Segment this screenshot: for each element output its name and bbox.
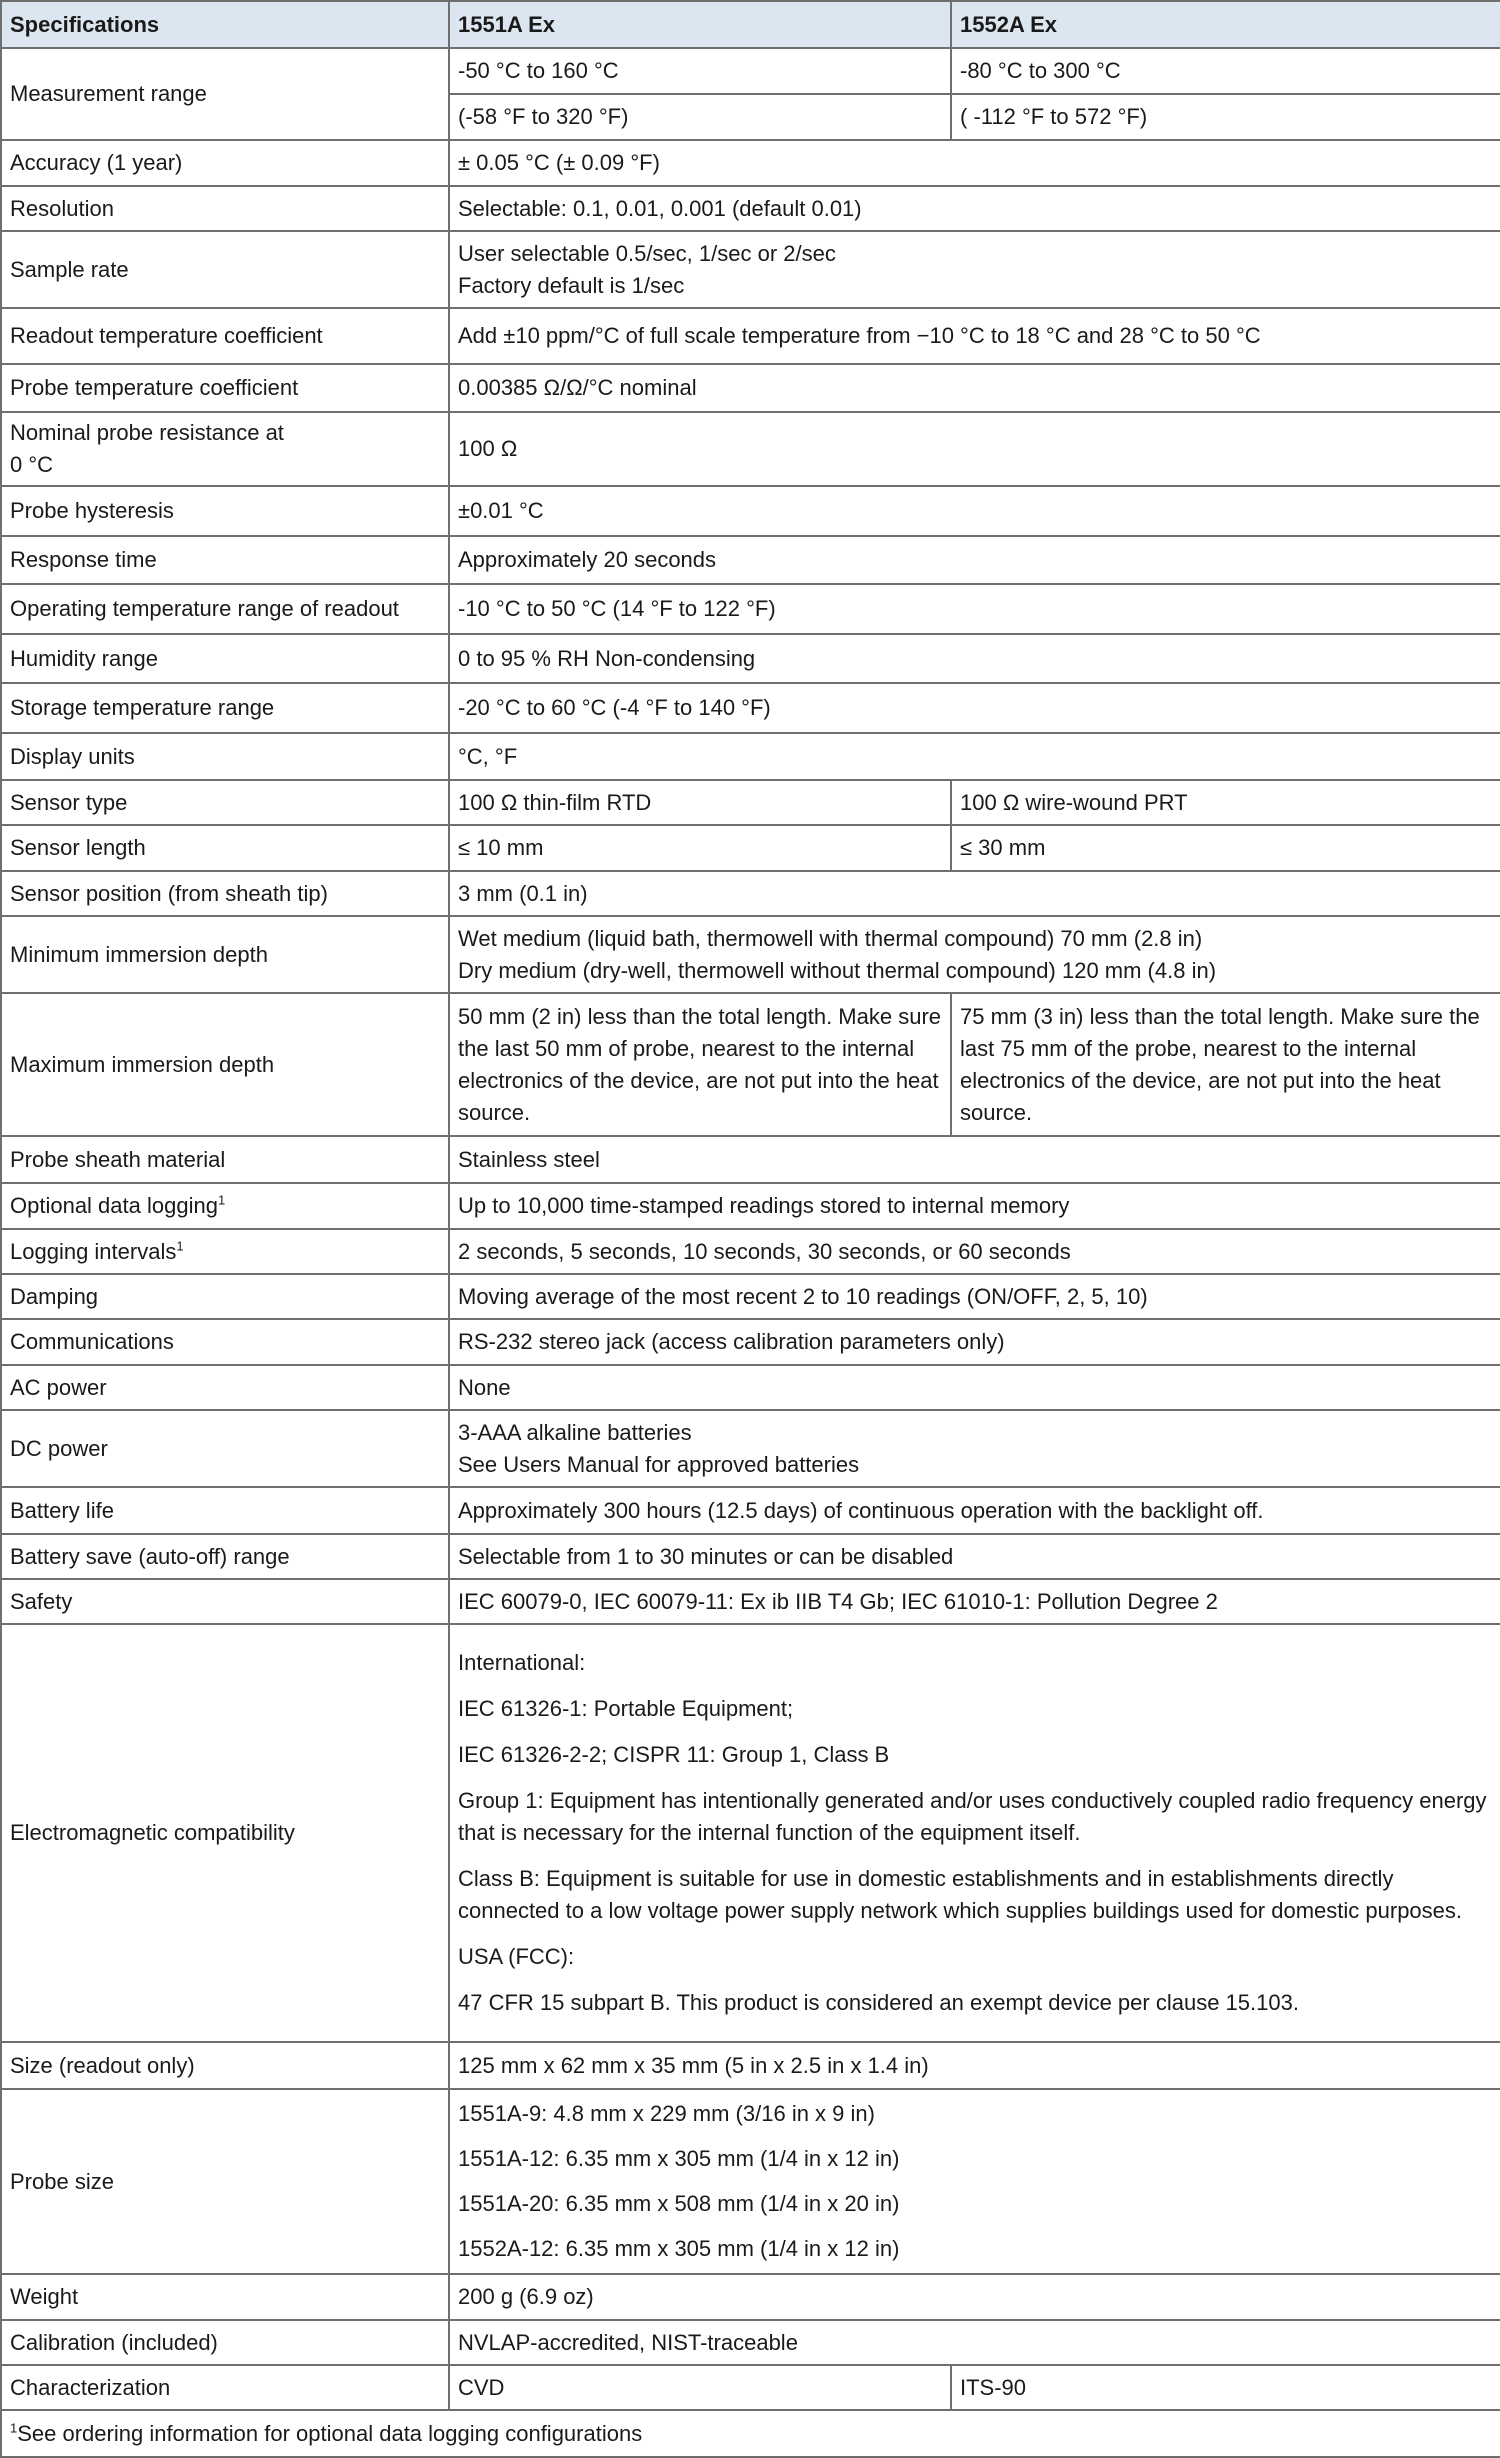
cell-1552-fahrenheit: ( -112 °F to 572 °F) [951,94,1500,140]
label-text: Optional data logging [10,1193,218,1218]
row-label: Electromagnetic compatibility [1,1624,449,2042]
table-row-logging-intervals [1,1229,1500,1274]
row-label: Probe hysteresis [1,486,449,536]
header-row [1,1,1500,48]
row-label: Readout temperature coefficient [1,308,449,364]
emc-paragraph: USA (FCC): [458,1944,575,1969]
row-label: Operating temperature range of readout [1,584,449,634]
row-value: RS-232 stereo jack (access calibration parameters only) [449,1319,1500,1365]
table-row-measurement-range [1,48,1500,94]
row-value [449,231,1500,308]
table-row-battery-save [1,1534,1500,1579]
row-value: -10 °C to 50 °C (14 °F to 122 °F) [449,584,1500,634]
row-label: Characterization [1,2365,449,2410]
emc-paragraph: 47 CFR 15 subpart B. This product is considered an exempt device per clause 15.103. [458,1990,1299,2015]
row-value: 3 mm (0.1 in) [449,871,1500,916]
row-label: Humidity range [1,634,449,683]
header-1552a-ex: 1552A Ex [951,1,1500,48]
label-line: Nominal probe resistance at [10,420,284,445]
table-row-weight [1,2274,1500,2320]
row-label: Calibration (included) [1,2320,449,2365]
table-row-data-logging [1,1183,1500,1229]
table-row-sensor-position [1,871,1500,916]
cell-1551: ≤ 10 mm [449,825,951,871]
row-value: Selectable from 1 to 30 minutes or can be disabled [449,1534,1500,1579]
cell-1551: 100 Ω thin-film RTD [449,780,951,825]
row-value: ± 0.05 °C (± 0.09 °F) [449,140,1500,186]
table-row-calibration [1,2320,1500,2365]
row-label: Communications [1,1319,449,1365]
value-line: User selectable 0.5/sec, 1/sec or 2/sec [458,240,836,266]
table-row-accuracy [1,140,1500,186]
row-label: Size (readout only) [1,2042,449,2089]
row-label: Safety [1,1579,449,1624]
table-row-characterization [1,2365,1500,2410]
row-value: °C, °F [449,733,1500,780]
row-label: Battery save (auto-off) range [1,1534,449,1579]
emc-paragraph: IEC 61326-2-2; CISPR 11: Group 1, Class B [458,1742,890,1767]
table-row-emc [1,1624,1500,2042]
row-label: Storage temperature range [1,683,449,733]
row-value [449,1624,1500,2042]
header-specifications: Specifications [1,1,449,48]
row-label: Battery life [1,1487,449,1534]
table-row-max-immersion [1,993,1500,1136]
row-label: Sensor position (from sheath tip) [1,871,449,916]
row-label: Measurement range [1,48,449,140]
probe-size-line: 1551A-12: 6.35 mm x 305 mm (1/4 in x 12 in) [458,2146,900,2171]
value-line: 3-AAA alkaline batteries [458,1419,692,1445]
row-value: 100 Ω [449,412,1500,486]
cell-1551: CVD [449,2365,951,2410]
footnote-text: See ordering information for optional data logging configurations [17,2420,643,2446]
cell-1551-celsius: -50 °C to 160 °C [449,48,951,94]
row-label: Damping [1,1274,449,1319]
cell-1552: 100 Ω wire-wound PRT [951,780,1500,825]
row-value [449,916,1500,993]
row-value [449,2089,1500,2274]
table-row-probe-hysteresis [1,486,1500,536]
row-value: NVLAP-accredited, NIST-traceable [449,2320,1500,2365]
table-row-battery-life [1,1487,1500,1534]
table-row-humidity [1,634,1500,683]
value-line: Dry medium (dry-well, thermowell without thermal compound) 120 mm (4.8 in) [458,957,1217,983]
table-row-dc-power [1,1410,1500,1487]
emc-paragraph: Group 1: Equipment has intentionally generated and/or uses conductively coupled radio frequency energy that is necessary for the internal function of the equipment itself. [458,1788,1487,1845]
table-row-ac-power [1,1365,1500,1410]
row-label: Sensor type [1,780,449,825]
row-label: Minimum immersion depth [1,916,449,993]
table-row-probe-temp-coeff [1,364,1500,412]
value-line: Factory default is 1/sec [458,272,685,298]
cell-1552-celsius: -80 °C to 300 °C [951,48,1500,94]
row-label [1,412,449,486]
label-text: Logging intervals [10,1238,177,1264]
row-label: Probe temperature coefficient [1,364,449,412]
cell-1552: 75 mm (3 in) less than the total length. Make sure the last 75 mm of the probe, nearest to the internal electronics of the device, are not put into the heat source. [951,993,1500,1136]
row-value: Stainless steel [449,1136,1500,1183]
row-label: Maximum immersion depth [1,993,449,1136]
table-row-communications [1,1319,1500,1365]
cell-1551-fahrenheit: (-58 °F to 320 °F) [449,94,951,140]
table-row-min-immersion [1,916,1500,993]
footnote-marker: 1 [176,1238,184,1254]
cell-1552: ITS-90 [951,2365,1500,2410]
row-value [449,1410,1500,1487]
row-label [1,1229,449,1274]
table-row-resolution [1,186,1500,231]
value-line: Wet medium (liquid bath, thermowell with thermal compound) 70 mm (2.8 in) [458,925,1203,951]
row-label [1,1183,449,1229]
row-label: Accuracy (1 year) [1,140,449,186]
table-row-size [1,2042,1500,2089]
row-value: Up to 10,000 time-stamped readings stored to internal memory [449,1183,1500,1229]
table-row-sample-rate [1,231,1500,308]
row-value: ±0.01 °C [449,486,1500,536]
table-row-probe-size [1,2089,1500,2274]
cell-1552: ≤ 30 mm [951,825,1500,871]
row-label: Sample rate [1,231,449,308]
row-value: -20 °C to 60 °C (-4 °F to 140 °F) [449,683,1500,733]
row-value: Approximately 300 hours (12.5 days) of continuous operation with the backlight off. [449,1487,1500,1534]
row-value: Add ±10 ppm/°C of full scale temperature from −10 °C to 18 °C and 28 °C to 50 °C [449,308,1500,364]
row-value: None [449,1365,1500,1410]
table-row-sensor-type [1,780,1500,825]
table-row-readout-temp-coeff [1,308,1500,364]
row-value: Moving average of the most recent 2 to 10 readings (ON/OFF, 2, 5, 10) [449,1274,1500,1319]
table-row-sensor-length [1,825,1500,871]
row-value: 125 mm x 62 mm x 35 mm (5 in x 2.5 in x 1.4 in) [449,2042,1500,2089]
probe-size-line: 1552A-12: 6.35 mm x 305 mm (1/4 in x 12 in) [458,2236,900,2261]
probe-size-line: 1551A-9: 4.8 mm x 229 mm (3/16 in x 9 in) [458,2101,875,2126]
table-row-response-time [1,536,1500,584]
table-row-sheath-material [1,1136,1500,1183]
value-line: See Users Manual for approved batteries [458,1451,860,1477]
table-row-safety [1,1579,1500,1624]
label-line: 0 °C [10,452,54,477]
row-label: Probe size [1,2089,449,2274]
row-label: Display units [1,733,449,780]
table-row-nominal-resistance [1,412,1500,486]
emc-paragraph: International: [458,1650,586,1675]
footnote-marker: 1 [10,2420,18,2436]
row-value: IEC 60079-0, IEC 60079-11: Ex ib IIB T4 Gb; IEC 61010-1: Pollution Degree 2 [449,1579,1500,1624]
row-value: Selectable: 0.1, 0.01, 0.001 (default 0.01) [449,186,1500,231]
row-value: 200 g (6.9 oz) [449,2274,1500,2320]
row-label: Weight [1,2274,449,2320]
table-row-damping [1,1274,1500,1319]
row-label: Response time [1,536,449,584]
row-value: 0 to 95 % RH Non-condensing [449,634,1500,683]
row-label: Probe sheath material [1,1136,449,1183]
table-row-operating-temp [1,584,1500,634]
table-row-display-units [1,733,1500,780]
row-label: Sensor length [1,825,449,871]
row-label: DC power [1,1410,449,1487]
footnote-row [1,2410,1500,2457]
header-1551a-ex: 1551A Ex [449,1,951,48]
probe-size-line: 1551A-20: 6.35 mm x 508 mm (1/4 in x 20 in) [458,2191,900,2216]
footnote [1,2410,1500,2457]
row-value: 2 seconds, 5 seconds, 10 seconds, 30 seconds, or 60 seconds [449,1229,1500,1274]
cell-1551: 50 mm (2 in) less than the total length. Make sure the last 50 mm of probe, nearest to the internal electronics of the device, are not put into the heat source. [449,993,951,1136]
emc-paragraph: IEC 61326-1: Portable Equipment; [458,1696,794,1721]
row-label: AC power [1,1365,449,1410]
row-label: Resolution [1,186,449,231]
emc-paragraph: Class B: Equipment is suitable for use in domestic establishments and in establishments directly connected to a low voltage power supply network which supplies buildings used for domestic purposes. [458,1866,1463,1923]
footnote-marker: 1 [217,1192,226,1208]
row-value: Approximately 20 seconds [449,536,1500,584]
table-row-storage-temp [1,683,1500,733]
row-value: 0.00385 Ω/Ω/°C nominal [449,364,1500,412]
